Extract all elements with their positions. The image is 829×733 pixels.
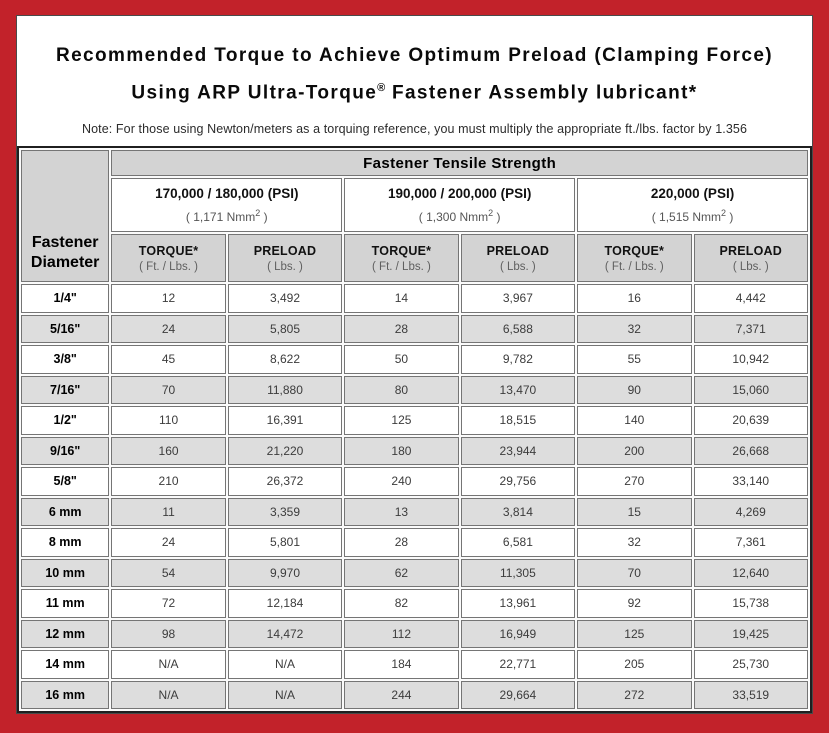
table-row	[21, 650, 808, 679]
value-cell: 19,425	[694, 620, 808, 649]
value-cell: 26,372	[228, 467, 342, 496]
diameter-cell: 3/8"	[21, 345, 109, 374]
corner-header-line-1: Fastener	[31, 234, 99, 251]
diameter-cell: 8 mm	[21, 528, 109, 557]
preload-column-header-3	[694, 234, 808, 282]
torque-column-header-2	[344, 234, 458, 282]
diameter-cell: 5/16"	[21, 315, 109, 344]
value-cell: 7,361	[694, 528, 808, 557]
torque-unit-3: ( Ft. / Lbs. )	[604, 260, 664, 273]
value-cell: 272	[577, 681, 691, 710]
value-cell: 18,515	[461, 406, 575, 435]
value-cell: 16,391	[228, 406, 342, 435]
torque-label-1: TORQUE*	[138, 243, 199, 258]
value-cell: 80	[344, 376, 458, 405]
diameter-cell: 14 mm	[21, 650, 109, 679]
nmm-close-1: )	[260, 210, 268, 224]
note-text: Note: For those using Newton/meters as a torquing reference, you must multiply the appropriate ft./lbs. factor by 1.356	[81, 122, 747, 137]
nmm-value-1	[112, 208, 341, 224]
table-row	[21, 345, 808, 374]
content-panel	[16, 15, 813, 714]
title-line-2-suffix: Fastener Assembly lubricant*	[385, 82, 698, 104]
nmm-sup-1: 2	[255, 208, 261, 218]
corner-header-line-2: Diameter	[30, 254, 100, 271]
psi-value-1: 170,000 / 180,000 (PSI)	[155, 186, 299, 201]
value-cell: 16,949	[461, 620, 575, 649]
value-cell: 13	[344, 498, 458, 527]
preload-unit-3: ( Lbs. )	[732, 260, 769, 273]
table-row	[21, 376, 808, 405]
diameter-cell: 1/2"	[21, 406, 109, 435]
title-block	[17, 16, 812, 136]
torque-table	[17, 146, 812, 713]
value-cell: 5,805	[228, 315, 342, 344]
value-cell: 32	[577, 315, 691, 344]
table-row	[21, 498, 808, 527]
preload-label-3: PRELOAD	[719, 243, 783, 258]
value-cell: 11	[111, 498, 225, 527]
value-cell: N/A	[111, 681, 225, 710]
value-cell: 33,519	[694, 681, 808, 710]
psi-group-header-1	[111, 178, 342, 232]
value-cell: 29,664	[461, 681, 575, 710]
value-cell: 98	[111, 620, 225, 649]
value-cell: 140	[577, 406, 691, 435]
value-cell: 180	[344, 437, 458, 466]
table-row	[21, 284, 808, 313]
torque-label-3: TORQUE*	[604, 243, 665, 258]
value-cell: 82	[344, 589, 458, 618]
value-cell: 125	[577, 620, 691, 649]
value-cell: 3,814	[461, 498, 575, 527]
value-cell: 12,640	[694, 559, 808, 588]
value-cell: 21,220	[228, 437, 342, 466]
value-cell: 23,944	[461, 437, 575, 466]
value-cell: 7,371	[694, 315, 808, 344]
tensile-strength-header: Fastener Tensile Strength	[111, 150, 808, 176]
nmm-open-3: ( 1,515 Nmm	[651, 210, 722, 224]
value-cell: 4,442	[694, 284, 808, 313]
preload-unit-1: ( Lbs. )	[267, 260, 303, 273]
table-row	[21, 315, 808, 344]
value-cell: N/A	[228, 650, 342, 679]
value-cell: 8,622	[228, 345, 342, 374]
torque-unit-2: ( Ft. / Lbs. )	[372, 260, 431, 273]
value-cell: 9,970	[228, 559, 342, 588]
value-cell: 25,730	[694, 650, 808, 679]
value-cell: 240	[344, 467, 458, 496]
nmm-open-1: ( 1,171 Nmm	[185, 210, 256, 224]
value-cell: 92	[577, 589, 691, 618]
page-title-line-1: Recommended Torque to Achieve Optimum Preload (Clamping Force)	[55, 45, 774, 66]
preload-unit-2: ( Lbs. )	[499, 260, 536, 273]
value-cell: 200	[577, 437, 691, 466]
psi-value-3: 220,000 (PSI)	[650, 186, 735, 201]
value-cell: 6,581	[461, 528, 575, 557]
value-cell: 29,756	[461, 467, 575, 496]
torque-column-header-3	[577, 234, 691, 282]
value-cell: 11,305	[461, 559, 575, 588]
value-cell: 112	[344, 620, 458, 649]
value-cell: 33,140	[694, 467, 808, 496]
value-cell: 72	[111, 589, 225, 618]
table-row	[21, 681, 808, 710]
value-cell: 50	[344, 345, 458, 374]
diameter-cell: 10 mm	[21, 559, 109, 588]
value-cell: 20,639	[694, 406, 808, 435]
value-cell: 205	[577, 650, 691, 679]
value-cell: 12,184	[228, 589, 342, 618]
corner-header	[21, 150, 109, 282]
table-row	[21, 406, 808, 435]
value-cell: 14	[344, 284, 458, 313]
value-cell: 110	[111, 406, 225, 435]
torque-unit-1: ( Ft. / Lbs. )	[139, 260, 198, 273]
value-cell: 13,470	[461, 376, 575, 405]
diameter-cell: 5/8"	[21, 467, 109, 496]
value-cell: 160	[111, 437, 225, 466]
table-row	[21, 620, 808, 649]
diameter-cell: 6 mm	[21, 498, 109, 527]
value-cell: 244	[344, 681, 458, 710]
value-cell: 15	[577, 498, 691, 527]
table-wrap	[17, 146, 812, 713]
value-cell: 210	[111, 467, 225, 496]
value-cell: 28	[344, 528, 458, 557]
value-cell: 32	[577, 528, 691, 557]
diameter-cell: 16 mm	[21, 681, 109, 710]
value-cell: 90	[577, 376, 691, 405]
value-cell: 3,967	[461, 284, 575, 313]
header-row-units	[21, 234, 808, 282]
psi-group-header-2	[344, 178, 575, 232]
value-cell: 3,492	[228, 284, 342, 313]
registered-trademark-symbol: ®	[377, 82, 386, 94]
value-cell: 4,269	[694, 498, 808, 527]
diameter-cell: 11 mm	[21, 589, 109, 618]
psi-group-header-3	[577, 178, 808, 232]
value-cell: 62	[344, 559, 458, 588]
diameter-cell: 9/16"	[21, 437, 109, 466]
preload-label-2: PRELOAD	[486, 243, 550, 258]
table-row	[21, 528, 808, 557]
value-cell: 54	[111, 559, 225, 588]
table-row	[21, 467, 808, 496]
value-cell: 12	[111, 284, 225, 313]
nmm-open-2: ( 1,300 Nmm	[418, 210, 489, 224]
nmm-close-3: )	[726, 210, 734, 224]
title-line-2-prefix: Using ARP Ultra-Torque	[131, 82, 378, 104]
value-cell: 10,942	[694, 345, 808, 374]
psi-value-2: 190,000 / 200,000 (PSI)	[387, 186, 532, 201]
value-cell: 70	[577, 559, 691, 588]
nmm-sup-3: 2	[721, 208, 727, 218]
value-cell: 26,668	[694, 437, 808, 466]
page-title-line-2	[17, 72, 812, 109]
value-cell: N/A	[111, 650, 225, 679]
value-cell: 28	[344, 315, 458, 344]
value-cell: 9,782	[461, 345, 575, 374]
torque-label-2: TORQUE*	[371, 243, 432, 258]
nmm-value-2	[345, 208, 574, 224]
value-cell: 45	[111, 345, 225, 374]
preload-label-1: PRELOAD	[253, 243, 317, 258]
diameter-cell: 12 mm	[21, 620, 109, 649]
nmm-close-2: )	[493, 210, 501, 224]
value-cell: N/A	[228, 681, 342, 710]
value-cell: 6,588	[461, 315, 575, 344]
value-cell: 15,738	[694, 589, 808, 618]
value-cell: 16	[577, 284, 691, 313]
value-cell: 70	[111, 376, 225, 405]
value-cell: 22,771	[461, 650, 575, 679]
preload-column-header-2	[461, 234, 575, 282]
header-row-psi	[21, 178, 808, 232]
value-cell: 5,801	[228, 528, 342, 557]
diameter-cell: 7/16"	[21, 376, 109, 405]
value-cell: 270	[577, 467, 691, 496]
value-cell: 184	[344, 650, 458, 679]
value-cell: 55	[577, 345, 691, 374]
table-row	[21, 559, 808, 588]
table-row	[21, 437, 808, 466]
value-cell: 24	[111, 528, 225, 557]
value-cell: 15,060	[694, 376, 808, 405]
preload-column-header-1	[228, 234, 342, 282]
nmm-value-3	[578, 208, 807, 224]
value-cell: 11,880	[228, 376, 342, 405]
nmm-sup-2: 2	[488, 208, 494, 218]
table-row	[21, 589, 808, 618]
value-cell: 24	[111, 315, 225, 344]
value-cell: 3,359	[228, 498, 342, 527]
diameter-cell: 1/4"	[21, 284, 109, 313]
value-cell: 125	[344, 406, 458, 435]
value-cell: 14,472	[228, 620, 342, 649]
header-row-tensile	[21, 150, 808, 176]
torque-column-header-1	[111, 234, 225, 282]
value-cell: 13,961	[461, 589, 575, 618]
